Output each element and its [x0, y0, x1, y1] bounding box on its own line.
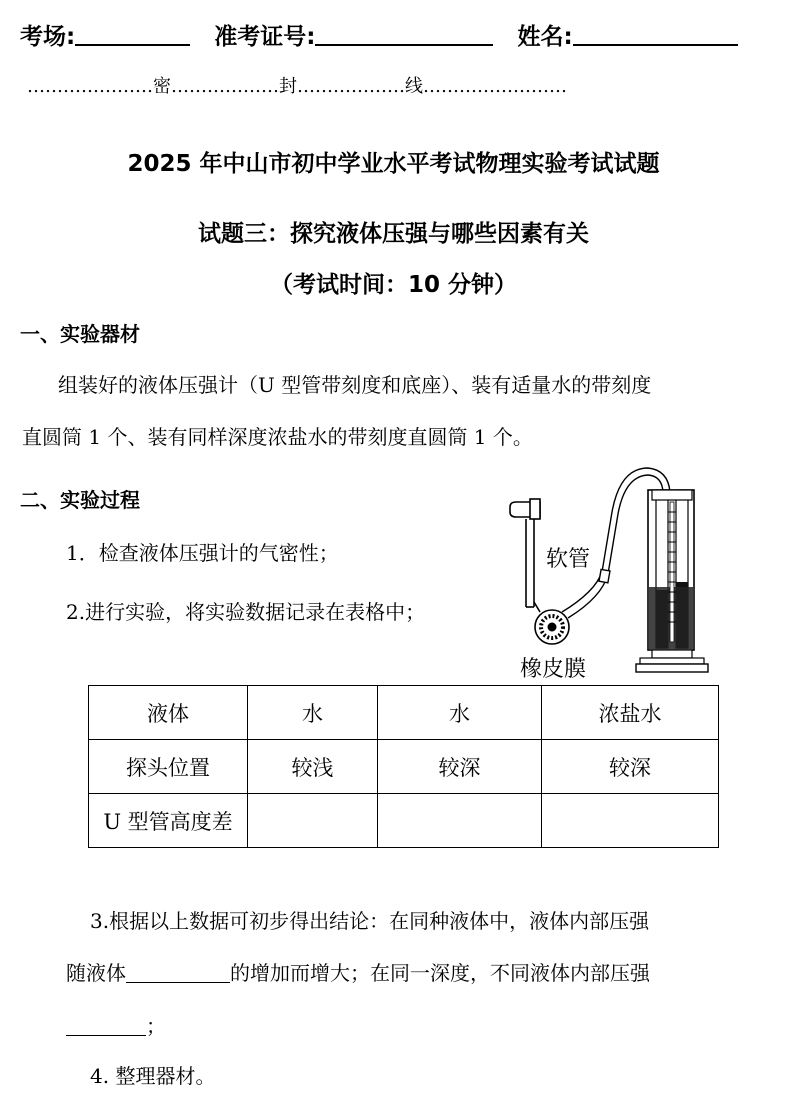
table-cell: 液体: [89, 686, 248, 740]
step-3-text-b: 的增加而增大；在同一深度，不同液体内部压强: [230, 961, 650, 985]
process-step-3-line-1: 3.根据以上数据可初步得出结论：在同种液体中，液体内部压强: [90, 909, 650, 933]
page-subtitle: 试题三：探究液体压强与哪些因素有关: [198, 221, 589, 247]
step-3-text-c: ；: [146, 1014, 166, 1038]
probe-holder: [510, 499, 540, 612]
table-row: [89, 686, 719, 740]
table-cell: 水: [378, 686, 542, 740]
venue-label: 考场:: [20, 24, 76, 50]
table-cell: 浓盐水: [542, 686, 719, 740]
table-row: [89, 740, 719, 794]
venue-field[interactable]: [75, 22, 190, 46]
name-field[interactable]: [573, 22, 738, 46]
probe-membrane: [535, 610, 569, 644]
ticket-label: 准考证号:: [214, 24, 316, 50]
answer-blank-pressure[interactable]: [66, 1015, 146, 1036]
data-table: [88, 685, 719, 848]
materials-line-2: 直圆筒 1 个、装有同样深度浓盐水的带刻度直圆筒 1 个。: [22, 425, 533, 449]
seal-line: …………………密………………封………………线……………………: [27, 76, 567, 97]
table-cell: U 型管高度差: [89, 794, 248, 848]
process-step-3-line-3: [66, 1010, 166, 1039]
table-cell: 较浅: [248, 740, 378, 794]
answer-cell[interactable]: [378, 794, 542, 848]
process-step-3-line-2: [66, 957, 650, 986]
answer-blank-depth[interactable]: [126, 962, 230, 983]
page-title: 2025 年中山市初中学业水平考试物理实验考试试题: [127, 151, 660, 177]
label-membrane: 橡皮膜: [520, 657, 587, 682]
process-step-2: 2.进行实验，将实验数据记录在表格中；: [66, 600, 426, 624]
table-cell: 探头位置: [89, 740, 248, 794]
table-cell: 水: [248, 686, 378, 740]
name-label: 姓名:: [517, 24, 573, 50]
ticket-field[interactable]: [315, 22, 493, 46]
pressure-gauge-figure: [500, 462, 730, 687]
process-step-1: 1．检查液体压强计的气密性；: [66, 541, 339, 565]
materials-heading: 一、实验器材: [20, 322, 140, 346]
table-cell: 较深: [542, 740, 719, 794]
answer-cell[interactable]: [542, 794, 719, 848]
u-tube: [636, 490, 708, 672]
table-cell: 较深: [378, 740, 542, 794]
label-tube: 软管: [546, 547, 591, 572]
process-step-4: 4. 整理器材。: [90, 1064, 216, 1088]
materials-line-1: 组装好的液体压强计（U 型管带刻度和底座）、装有适量水的带刻度: [58, 373, 652, 397]
exam-time: （考试时间：10 分钟）: [269, 272, 517, 298]
header-info: [20, 18, 738, 51]
table-row: [89, 794, 719, 848]
step-3-text-a: 随液体: [66, 961, 126, 985]
process-heading: 二、实验过程: [20, 488, 140, 512]
answer-cell[interactable]: [248, 794, 378, 848]
